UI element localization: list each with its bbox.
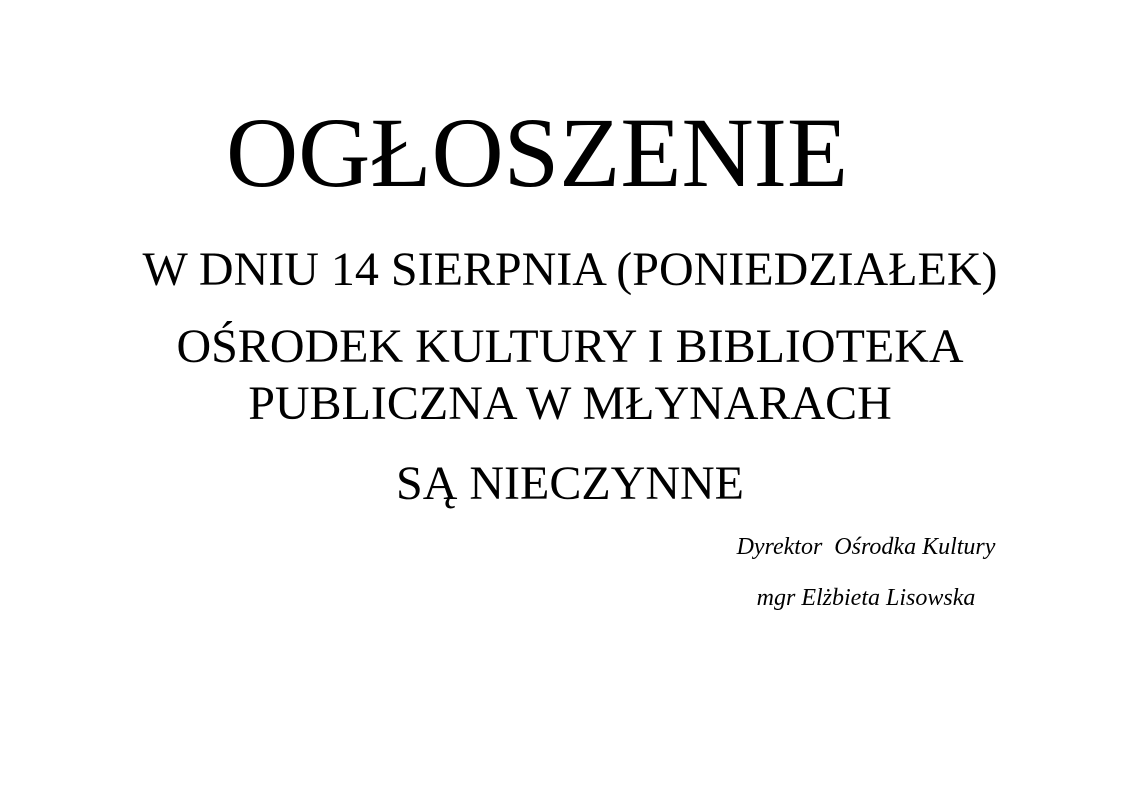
paragraph-closed-notice: SĄ NIECZYNNE xyxy=(396,456,744,510)
signature-role: Dyrektor Ośrodka Kultury xyxy=(736,534,996,561)
paragraph-institution: OŚRODEK KULTURY I BIBLIOTEKA PUBLICZNA W MŁYNARACH xyxy=(176,319,964,431)
announcement-title-text: OGŁOSZENIE xyxy=(225,97,849,208)
signature-name: mgr Elżbieta Lisowska xyxy=(756,585,976,612)
signature-block xyxy=(666,533,1066,613)
paragraph-date: W DNIU 14 SIERPNIA (PONIEDZIAŁEK) xyxy=(142,243,998,296)
announcement-title xyxy=(0,97,1107,208)
